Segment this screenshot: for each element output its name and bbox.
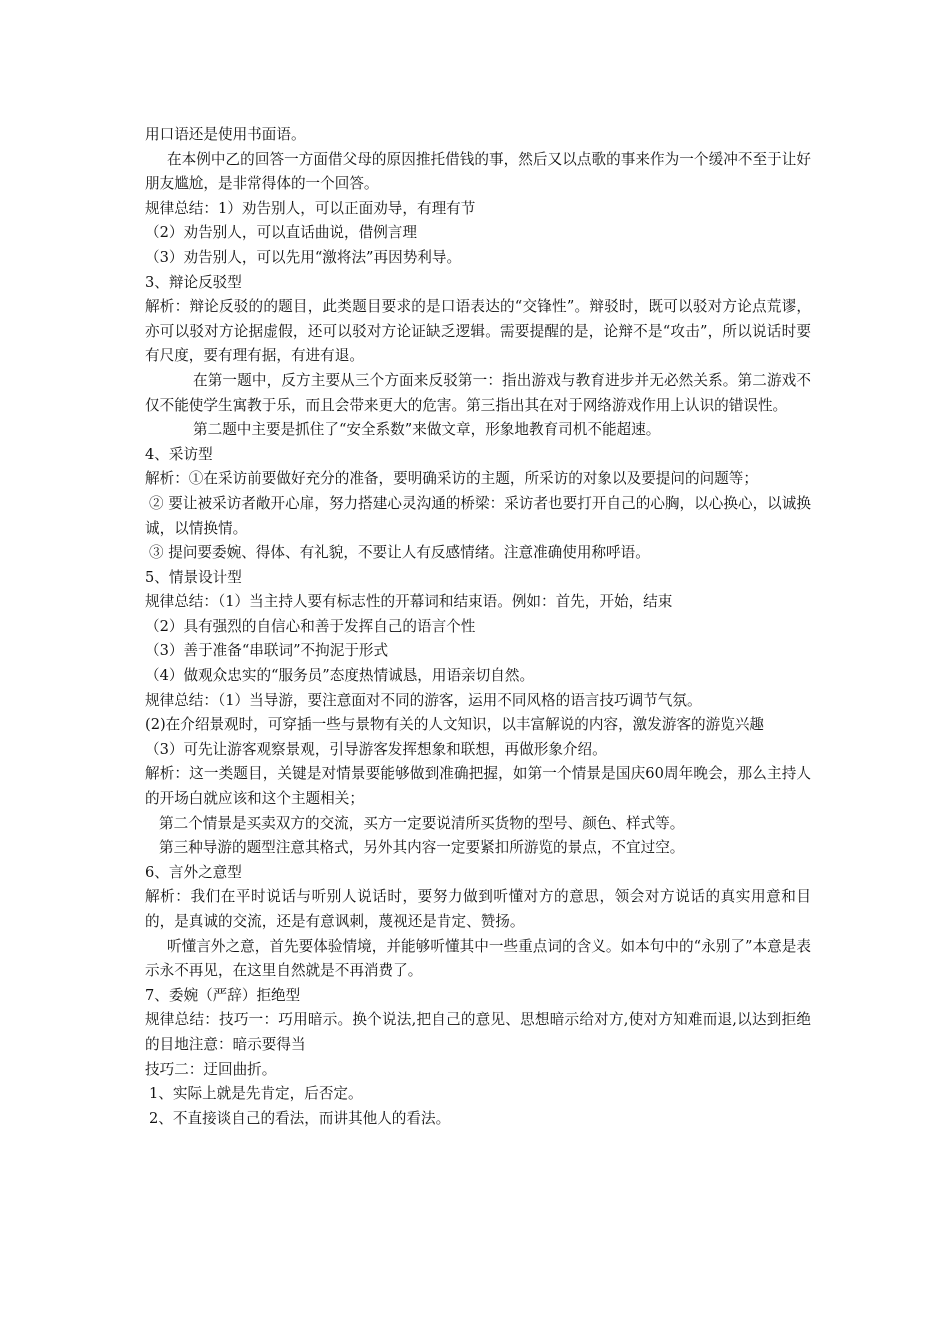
paragraph: （3）劝告别人，可以先用“激将法”再因势利导。 bbox=[145, 248, 462, 266]
paragraph: 规律总结：1）劝告别人，可以正面劝导，有理有节 bbox=[145, 199, 476, 217]
paragraph: 解析：我们在平时说话与听别人说话时，要努力做到听懂对方的意思，领会对方说话的真实用意和目的，是真诚的交流，还是有意讽刺，蔑视还是肯定、赞扬。 bbox=[145, 888, 811, 930]
paragraph: ③ 提问要委婉、得体、有礼貌，不要让人有反感情绪。注意准确使用称呼语。 bbox=[149, 544, 650, 562]
paragraph: 技巧二：迂回曲折。 bbox=[145, 1060, 277, 1078]
paragraph: 第二题中主要是抓住了“安全系数”来做文章，形象地教育司机不能超速。 bbox=[193, 421, 661, 439]
section-heading: 4、采访型 bbox=[145, 445, 213, 463]
paragraph: 规律总结：（1）当导游，要注意面对不同的游客，运用不同风格的语言技巧调节气氛。 bbox=[145, 691, 702, 709]
paragraph: （2）具有强烈的自信心和善于发挥自己的语言个性 bbox=[145, 617, 476, 635]
paragraph: 在本例中乙的回答一方面借父母的原因推托借钱的事，然后又以点歌的事来作为一个缓冲不至于让好朋友尴尬，是非常得体的一个回答。 bbox=[145, 150, 811, 193]
paragraph: （3）善于准备“串联词”不拘泥于形式 bbox=[145, 642, 389, 660]
section-heading: 6、言外之意型 bbox=[145, 863, 242, 881]
paragraph: 规律总结：技巧一：巧用暗示。换个说法,把自己的意见、思想暗示给对方,使对方知难而退,以达到拒绝的目地注意：暗示要得当 bbox=[145, 1011, 811, 1053]
paragraph: 第二个情景是买卖双方的交流，买方一定要说清所买货物的型号、颜色、样式等。 bbox=[159, 814, 685, 832]
paragraph: （3）可先让游客观察景观，引导游客发挥想象和联想，再做形象介绍。 bbox=[145, 740, 607, 758]
paragraph: 解析：这一类题目，关键是对情景要能够做到准确把握，如第一个情景是国庆60周年晚会，那么主持人的开场白就应该和这个主题相关； bbox=[145, 765, 811, 808]
paragraph: 2、不直接谈自己的看法，而讲其他人的看法。 bbox=[149, 1109, 451, 1127]
paragraph: （4）做观众忠实的“服务员”态度热情诚恳，用语亲切自然。 bbox=[145, 667, 535, 685]
paragraph: 听懂言外之意，首先要体验情境，并能够听懂其中一些重点词的含义。如本句中的“永别了”本意是表示永不再见，在这里自然就是不再消费了。 bbox=[145, 937, 811, 980]
paragraph: 用口语还是使用书面语。 bbox=[145, 126, 306, 143]
section-heading: 3、辩论反驳型 bbox=[145, 273, 242, 291]
section-heading: 5、情景设计型 bbox=[145, 568, 242, 586]
paragraph: 1、实际上就是先肯定，后否定。 bbox=[149, 1085, 363, 1103]
paragraph: （2）劝告别人，可以直话曲说，借例言理 bbox=[145, 224, 417, 242]
paragraph: 解析：①在采访前要做好充分的准备，要明确采访的主题，所采访的对象以及要提问的问题等； bbox=[145, 470, 758, 488]
paragraph: 解析：辩论反驳的的题目，此类题目要求的是口语表达的“交锋性”。辩驳时，既可以驳对方论点荒谬，亦可以驳对方论据虚假，还可以驳对方论证缺乏逻辑。需要提醒的是，论辩不是“攻击”，所以说话时要有尺度，要有理有据，有进有退。 bbox=[145, 298, 811, 365]
section-heading: 7、委婉（严辞）拒绝型 bbox=[145, 986, 301, 1004]
paragraph: 在第一题中，反方主要从三个方面来反驳第一：指出游戏与教育进步并无必然关系。第二游戏不仅不能使学生寓教于乐，而且会带来更大的危害。第三指出其在对于网络游戏作用上认识的错误性。 bbox=[145, 371, 811, 414]
paragraph: 第三种导游的题型注意其格式，另外其内容一定要紧扣所游览的景点，不宜过空。 bbox=[159, 839, 685, 857]
document-body bbox=[145, 123, 811, 1131]
paragraph: (2)在介绍景观时，可穿插一些与景物有关的人文知识，以丰富解说的内容，激发游客的游览兴趣 bbox=[145, 716, 765, 734]
paragraph: 规律总结：（1）当主持人要有标志性的开幕词和结束语。例如：首先，开始，结束 bbox=[145, 593, 673, 611]
paragraph: ② 要让被采访者敞开心扉，努力搭建心灵沟通的桥梁：采访者也要打开自己的心胸，以心换心，以诚换诚，以情换情。 bbox=[145, 494, 811, 537]
